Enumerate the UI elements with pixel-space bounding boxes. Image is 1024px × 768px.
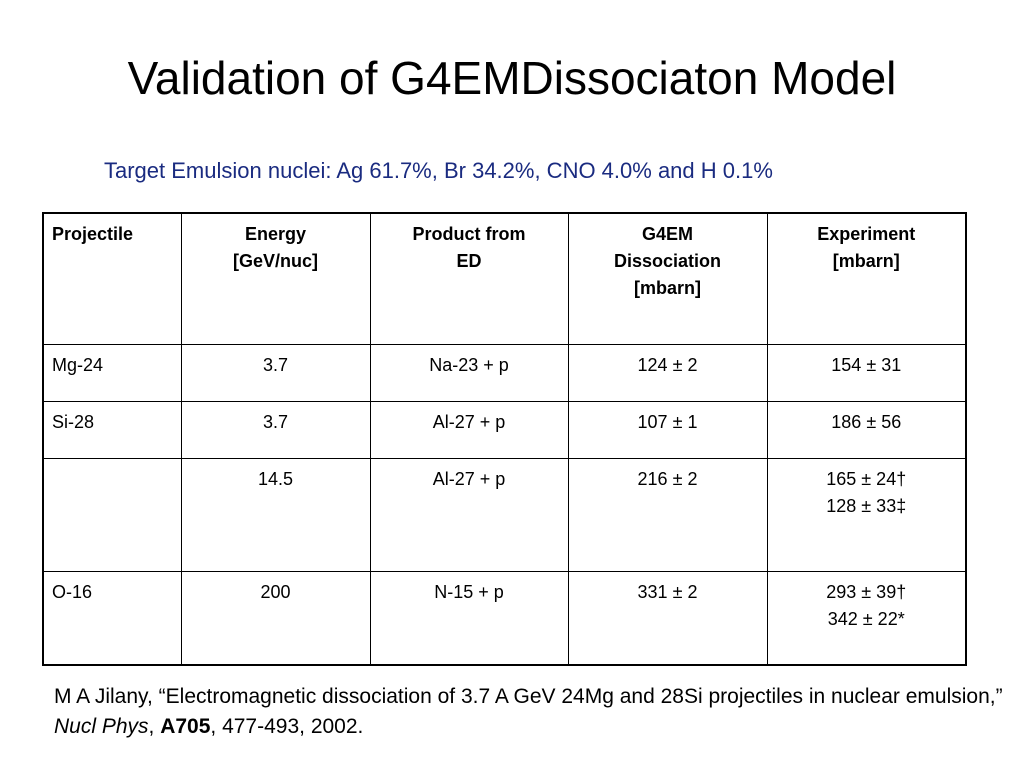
cell-g4em: 124 ± 2	[568, 344, 767, 401]
table-row-si28-high-energy	[43, 458, 966, 571]
header-line: Energy	[244, 224, 307, 244]
header-line: G4EM	[641, 224, 693, 244]
header-line: Product from	[412, 224, 526, 244]
cell-experiment	[767, 571, 966, 665]
citation-journal: Nucl Phys	[54, 715, 149, 738]
cell-energy: 200	[181, 571, 370, 665]
table-header-row	[43, 213, 966, 344]
cell-projectile: Mg-24	[43, 344, 181, 401]
citation-pages-year: , 477-493, 2002.	[210, 715, 364, 738]
experiment-value: 128 ± 33‡	[826, 495, 907, 516]
validation-table	[42, 212, 967, 666]
cell-g4em: 107 ± 1	[568, 401, 767, 458]
cell-energy: 14.5	[181, 458, 370, 571]
experiment-value: 154 ± 31	[831, 354, 902, 375]
cell-experiment	[767, 458, 966, 571]
cell-product: Na-23 + p	[370, 344, 568, 401]
header-line: [mbarn]	[832, 251, 900, 271]
citation-text: M A Jilany, “Electromagnetic dissociation of 3.7 A GeV 24Mg and 28Si projectiles in nuclear emulsion,”	[54, 685, 1003, 708]
cell-energy: 3.7	[181, 401, 370, 458]
header-line: [mbarn]	[634, 278, 701, 298]
citation-separator: ,	[148, 715, 161, 738]
cell-product: Al-27 + p	[370, 401, 568, 458]
reference-citation	[54, 682, 1014, 742]
experiment-value: 165 ± 24†	[826, 468, 907, 489]
cell-projectile	[43, 458, 181, 571]
cell-experiment	[767, 344, 966, 401]
experiment-value: 293 ± 39†	[826, 581, 907, 602]
header-energy	[181, 213, 370, 344]
header-experiment	[767, 213, 966, 344]
cell-energy: 3.7	[181, 344, 370, 401]
cell-product: N-15 + p	[370, 571, 568, 665]
table-row-mg24	[43, 344, 966, 401]
header-product	[370, 213, 568, 344]
header-line: [GeV/nuc]	[232, 251, 318, 271]
cell-g4em: 331 ± 2	[568, 571, 767, 665]
cell-product: Al-27 + p	[370, 458, 568, 571]
cell-experiment	[767, 401, 966, 458]
header-line: Projectile	[52, 224, 134, 244]
table-row-o16	[43, 571, 966, 665]
header-g4em	[568, 213, 767, 344]
table-row-si28	[43, 401, 966, 458]
experiment-value: 342 ± 22*	[827, 608, 905, 629]
cell-projectile: Si-28	[43, 401, 181, 458]
experiment-value: 186 ± 56	[831, 411, 902, 432]
header-line: Experiment	[817, 224, 916, 244]
cell-projectile: O-16	[43, 571, 181, 665]
slide-title: Validation of G4EMDissociaton Model	[127, 52, 897, 104]
target-nuclei-subtitle: Target Emulsion nuclei: Ag 61.7%, Br 34.2%, CNO 4.0% and H 0.1%	[104, 158, 773, 183]
cell-g4em: 216 ± 2	[568, 458, 767, 571]
header-line: ED	[456, 251, 482, 271]
header-line: Dissociation	[613, 251, 722, 271]
header-projectile	[43, 213, 181, 344]
citation-volume: A705	[160, 715, 211, 738]
